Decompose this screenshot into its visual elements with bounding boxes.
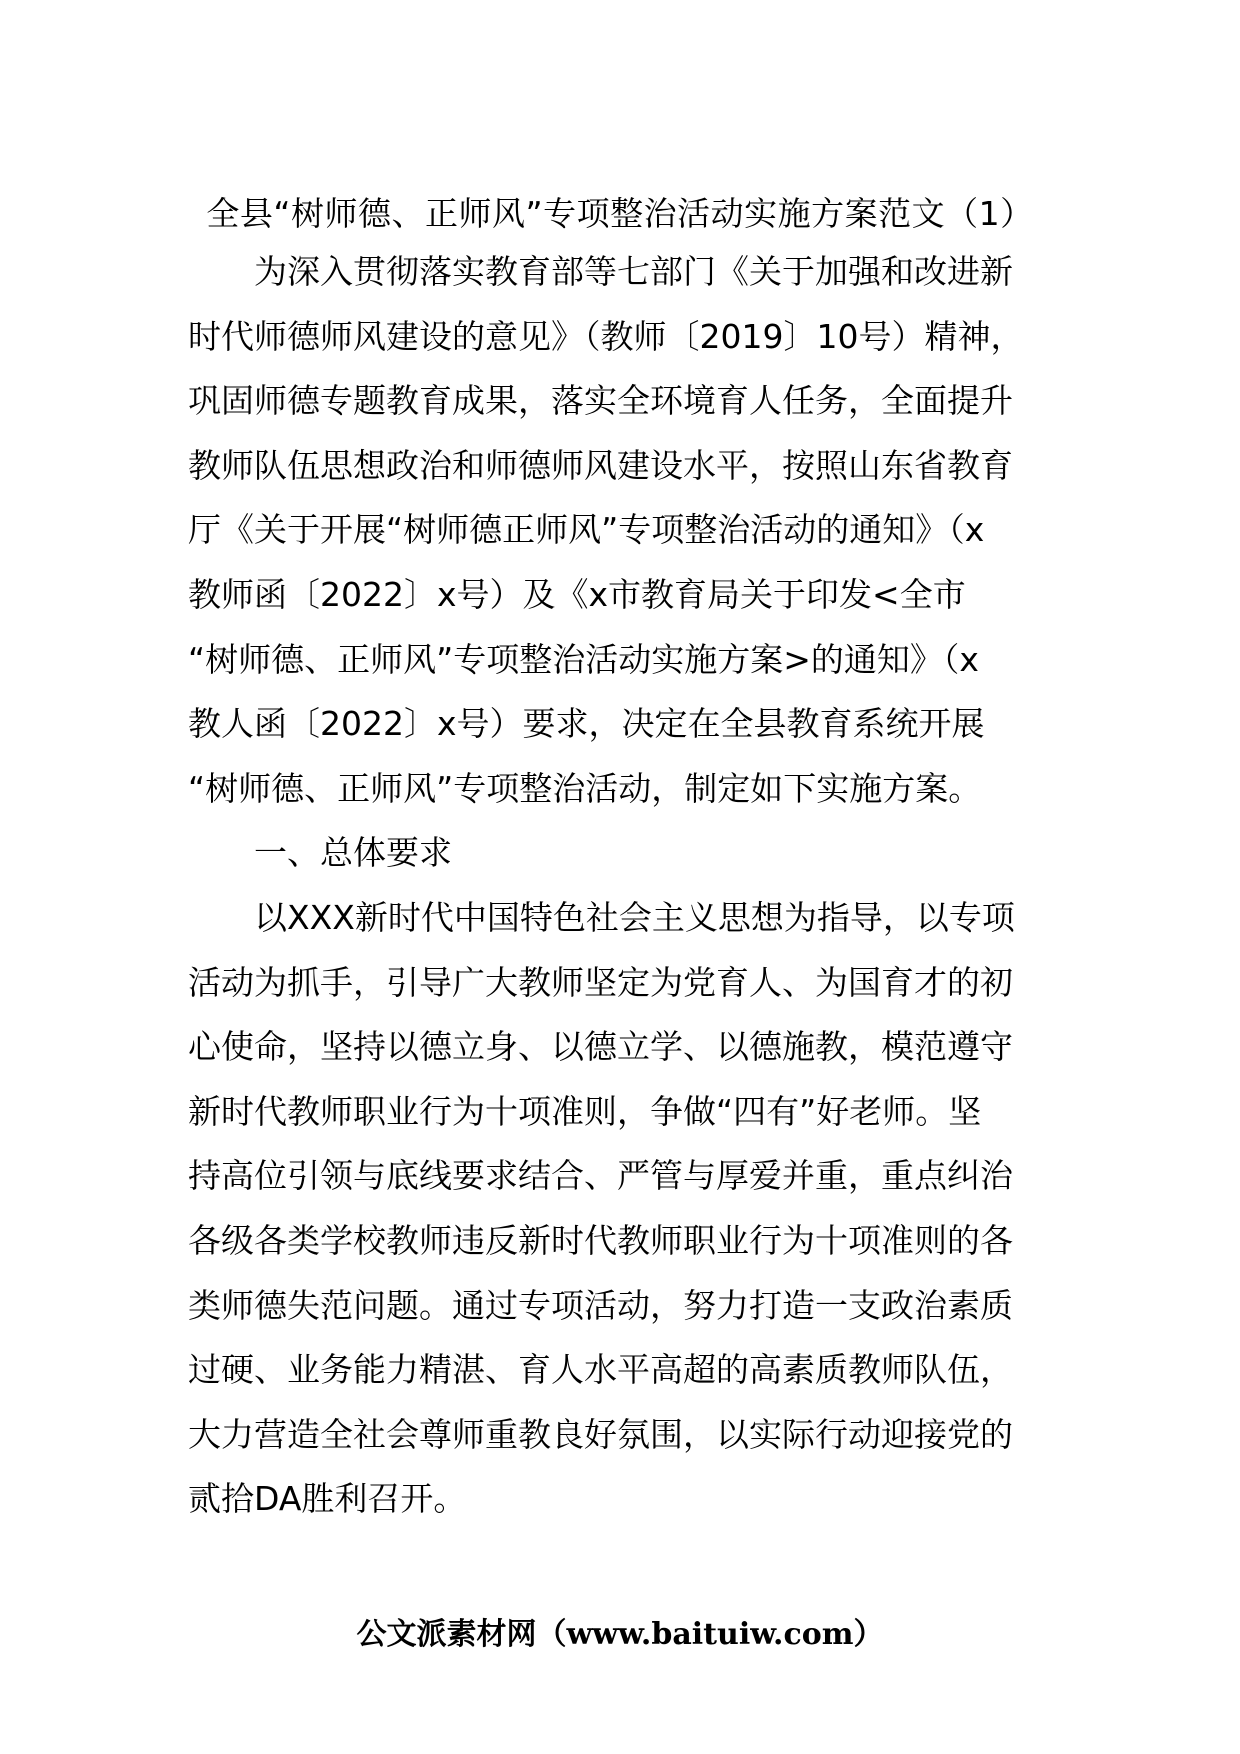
body-line: 各级各类学校教师违反新时代教师职业行为十项准则的各	[188, 1220, 1013, 1260]
body-line: 持高位引领与底线要求结合、严管与厚爱并重，重点纠治	[188, 1156, 1013, 1196]
body-line: 教人函〔2022〕x号）要求，决定在全县教育系统开展	[188, 704, 985, 744]
document-title: 全县“树师德、正师风”专项整治活动实施方案范文（1）	[206, 194, 1034, 233]
section-heading: 一、总体要求	[188, 833, 452, 873]
body-line: 新时代教师职业行为十项准则，争做“四有”好老师。坚	[188, 1091, 982, 1131]
body-line: 为深入贯彻落实教育部等七部门《关于加强和改进新	[188, 252, 1013, 291]
body-line: 教师队伍思想政治和师德师风建设水平，按照山东省教育	[188, 445, 1013, 485]
body-line: 心使命，坚持以德立身、以德立学、以德施教，模范遵守	[188, 1027, 1013, 1067]
body-line: 大力营造全社会尊师重教良好氛围，以实际行动迎接党的	[188, 1414, 1013, 1454]
footer-source: 公文派素材网（www.baituiw.com）	[356, 1617, 884, 1652]
body-line: 过硬、业务能力精湛、育人水平高超的高素质教师队伍，	[188, 1350, 1013, 1390]
body-line: “树师德、正师风”专项整治活动实施方案>的通知》（x	[188, 639, 979, 679]
body-line: 时代师德师风建设的意见》（教师〔2019〕10号）精神，	[188, 316, 1024, 356]
body-line: 贰拾DA胜利召开。	[188, 1479, 467, 1519]
body-line: 教师函〔2022〕x号）及《x市教育局关于印发<全市	[188, 574, 966, 614]
document-body	[188, 240, 1068, 1532]
body-line: 类师德失范问题。通过专项活动，努力打造一支政治素质	[188, 1285, 1013, 1325]
body-line: 厅《关于开展“树师德正师风”专项整治活动的通知》（x	[188, 510, 985, 550]
body-line: 活动为抓手，引导广大教师坚定为党育人、为国育才的初	[188, 962, 1013, 1002]
body-line: 巩固师德专题教育成果，落实全环境育人任务，全面提升	[188, 381, 1013, 421]
body-line: 以XXX新时代中国特色社会主义思想为指导，以专项	[188, 897, 1015, 937]
body-line: “树师德、正师风”专项整治活动，制定如下实施方案。	[188, 768, 982, 808]
